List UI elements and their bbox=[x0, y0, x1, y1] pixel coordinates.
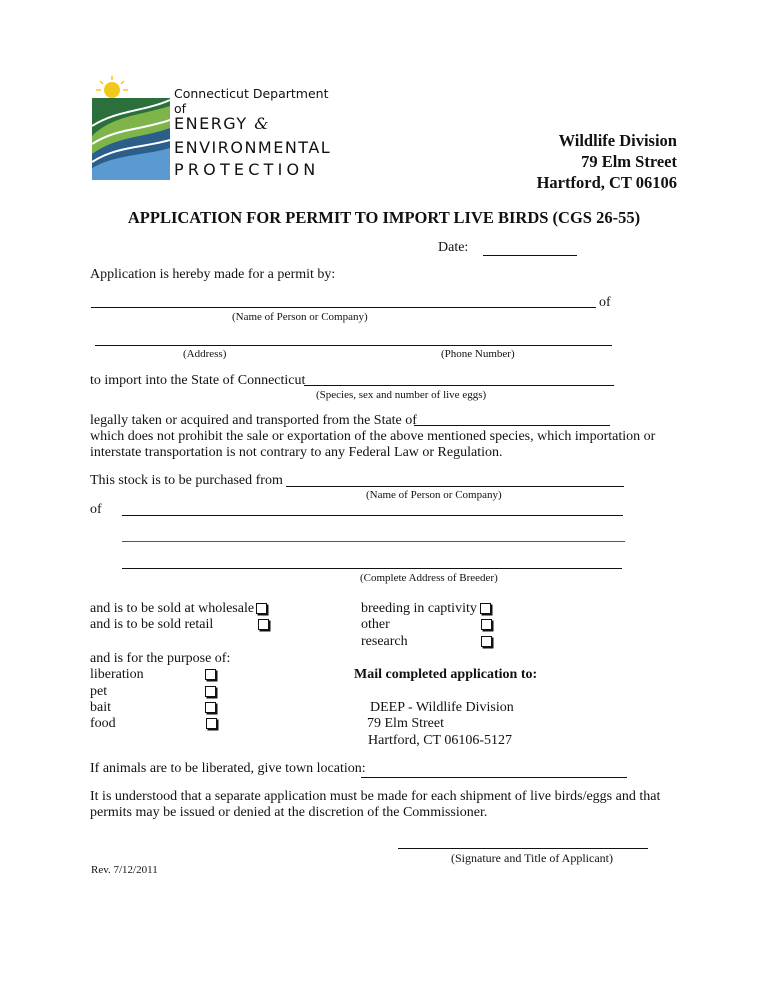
of-label-2: of bbox=[90, 502, 102, 517]
legal-line-2: which does not prohibit the sale or exportation of the above mentioned species, which importation or bbox=[90, 429, 656, 444]
liberation-label: liberation bbox=[90, 667, 144, 682]
intro-text: Application is hereby made for a permit by: bbox=[90, 267, 336, 282]
breeder-address-line-3[interactable] bbox=[122, 568, 622, 569]
breeder-address-line-2[interactable] bbox=[122, 541, 625, 542]
deep-logo bbox=[92, 76, 332, 182]
logo-ampersand: & bbox=[254, 114, 271, 133]
seller-name-caption: (Name of Person or Company) bbox=[366, 489, 502, 501]
logo-energy-text: ENERGY bbox=[174, 114, 248, 133]
logo-line-environmental: ENVIRONMENTAL bbox=[174, 138, 332, 157]
understood-line-2: permits may be issued or denied at the discretion of the Commissioner. bbox=[90, 805, 488, 820]
wholesale-checkbox[interactable] bbox=[256, 603, 267, 614]
logo-graphic-icon bbox=[92, 76, 170, 180]
food-checkbox[interactable] bbox=[206, 718, 217, 729]
name-caption: (Name of Person or Company) bbox=[232, 311, 368, 323]
understood-line-1: It is understood that a separate application must be made for each shipment of live birds/eggs and that bbox=[90, 789, 661, 804]
applicant-address-field[interactable] bbox=[95, 345, 612, 346]
research-label: research bbox=[361, 634, 408, 649]
signature-caption: (Signature and Title of Applicant) bbox=[451, 851, 613, 865]
bait-checkbox[interactable] bbox=[205, 702, 216, 713]
of-label: of bbox=[599, 295, 611, 310]
purpose-heading: and is for the purpose of: bbox=[90, 651, 231, 666]
applicant-name-field[interactable] bbox=[91, 307, 596, 308]
purchase-label: This stock is to be purchased from bbox=[90, 473, 283, 488]
division-name: Wildlife Division bbox=[558, 131, 677, 150]
species-field[interactable] bbox=[304, 385, 614, 386]
species-caption: (Species, sex and number of live eggs) bbox=[316, 389, 487, 401]
division-address bbox=[537, 130, 677, 193]
breeding-checkbox[interactable] bbox=[480, 603, 491, 614]
breeder-caption: (Complete Address of Breeder) bbox=[360, 572, 498, 584]
breeder-address-line-1[interactable] bbox=[122, 515, 623, 516]
logo-line-1: Connecticut Department of bbox=[174, 86, 329, 116]
liberated-label: If animals are to be liberated, give town location: bbox=[90, 761, 366, 776]
origin-state-field[interactable] bbox=[414, 425, 610, 426]
town-location-field[interactable] bbox=[361, 777, 627, 778]
breeding-label: breeding in captivity bbox=[361, 601, 477, 616]
mail-line-1: DEEP - Wildlife Division bbox=[370, 700, 514, 715]
pet-checkbox[interactable] bbox=[205, 686, 216, 697]
seller-name-field[interactable] bbox=[286, 486, 624, 487]
date-label: Date: bbox=[438, 240, 469, 255]
division-street: 79 Elm Street bbox=[581, 152, 677, 171]
mail-line-2: 79 Elm Street bbox=[367, 716, 444, 731]
bait-label: bait bbox=[90, 700, 111, 715]
other-checkbox[interactable] bbox=[481, 619, 492, 630]
food-label: food bbox=[90, 716, 116, 731]
liberation-checkbox[interactable] bbox=[205, 669, 216, 680]
other-label: other bbox=[361, 617, 390, 632]
division-city: Hartford, CT 06106 bbox=[536, 173, 677, 192]
signature-field[interactable] bbox=[398, 848, 648, 849]
mail-line-3: Hartford, CT 06106-5127 bbox=[368, 733, 512, 748]
import-label: to import into the State of Connecticut bbox=[90, 373, 306, 388]
logo-line-protection: PROTECTION bbox=[174, 160, 320, 179]
legal-line-3: interstate transportation is not contrary to any Federal Law or Regulation. bbox=[90, 445, 503, 460]
date-field[interactable] bbox=[483, 255, 577, 256]
retail-checkbox[interactable] bbox=[258, 619, 269, 630]
pet-label: pet bbox=[90, 684, 108, 699]
research-checkbox[interactable] bbox=[481, 636, 492, 647]
phone-caption: (Phone Number) bbox=[441, 348, 515, 360]
address-caption: (Address) bbox=[183, 348, 227, 360]
wholesale-label: and is to be sold at wholesale bbox=[90, 601, 255, 616]
logo-line-energy bbox=[174, 114, 270, 133]
legal-label: legally taken or acquired and transported from the State of bbox=[90, 413, 417, 428]
page-title: APPLICATION FOR PERMIT TO IMPORT LIVE BIRDS (CGS 26-55) bbox=[127, 208, 641, 227]
revision-date: Rev. 7/12/2011 bbox=[91, 864, 158, 876]
mail-heading: Mail completed application to: bbox=[354, 667, 538, 682]
retail-label: and is to be sold retail bbox=[90, 617, 214, 632]
